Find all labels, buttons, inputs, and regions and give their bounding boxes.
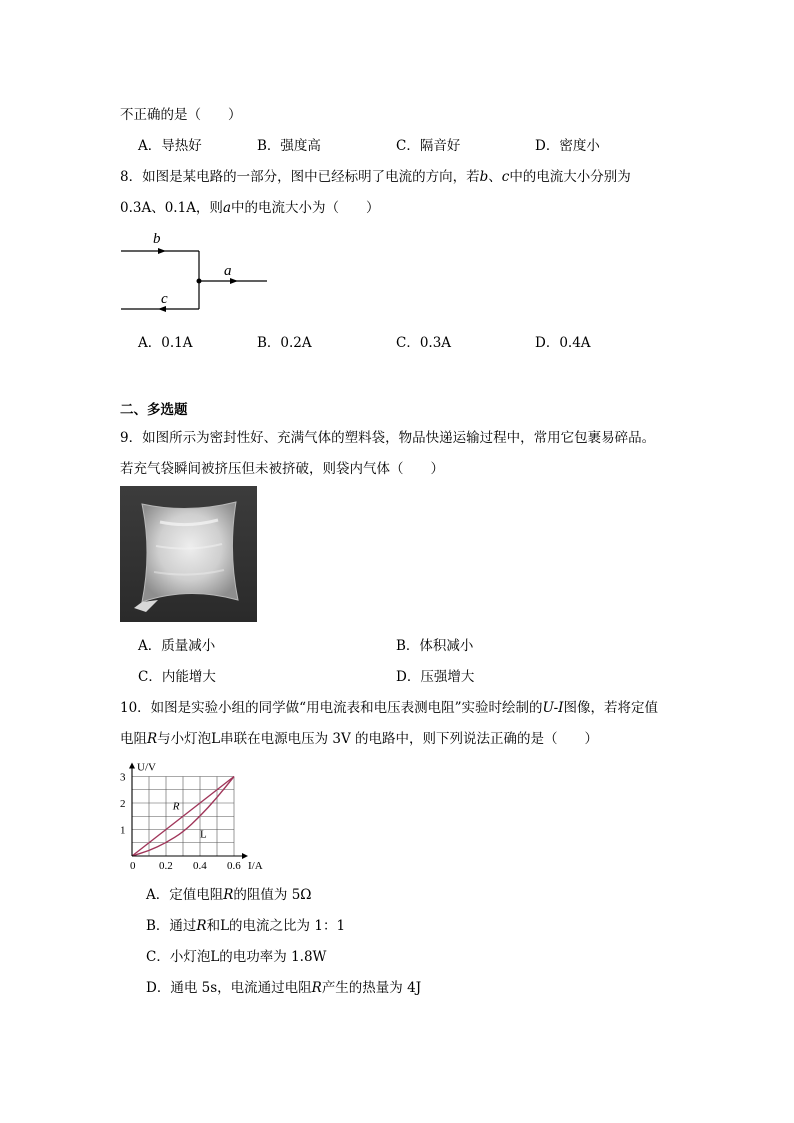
q9-stem-line2: 若充气袋瞬间被挤压但未被挤破，则袋内气体（ ） (120, 461, 444, 477)
y-tick-label: 3 (120, 771, 126, 784)
series-label-R: R (172, 800, 180, 813)
q10-option-b[interactable]: B．通过R和L的电流之比为 1：1 (146, 918, 346, 934)
q8-option-b[interactable]: B．0.2A (257, 335, 312, 351)
q10-option-a[interactable]: A．定值电阻R的阻值为 5Ω (146, 887, 312, 903)
q9-option-a[interactable]: A．质量减小 (138, 638, 216, 654)
q7-option-a[interactable]: A．导热好 (138, 138, 202, 154)
q8-option-d[interactable]: D．0.4A (535, 335, 591, 351)
q8-stem-line1: 8．如图是某电路的一部分，图中已经标明了电流的方向，若b、c中的电流大小分别为 (120, 169, 631, 185)
q7-option-b[interactable]: B．强度高 (257, 138, 321, 154)
q8-option-c[interactable]: C．0.3A (396, 335, 452, 351)
q7-option-c[interactable]: C．隔音好 (396, 138, 461, 154)
section-title: 二、多选题 (120, 402, 188, 418)
x-tick-label: 0 (130, 860, 136, 872)
label-c: c (161, 291, 168, 307)
label-b: b (153, 231, 161, 247)
y-axis-label: U/V (137, 761, 156, 774)
q9-option-c[interactable]: C．内能增大 (138, 669, 216, 685)
junction-dot (197, 279, 202, 284)
label-a: a (224, 263, 232, 279)
x-axis-arrow-icon (242, 853, 248, 859)
q9-option-b[interactable]: B．体积减小 (396, 638, 474, 654)
q10-option-c[interactable]: C．小灯泡L的电功率为 1.8W (146, 949, 327, 965)
q10-option-d[interactable]: D．通电 5s，电流通过电阻R产生的热量为 4J (146, 980, 422, 996)
y-tick-label: 2 (120, 798, 126, 810)
x-tick-label: 0.2 (159, 860, 173, 872)
x-tick-label: 0.4 (193, 860, 207, 872)
x-axis-label: I/A (248, 860, 263, 872)
y-tick-label: 1 (120, 824, 126, 837)
q7-stem-tail: 不正确的是（ ） (120, 107, 242, 123)
q9-stem-line1: 9．如图所示为密封性好、充满气体的塑料袋，物品快递运输过程中，常用它包裹易碎品。 (120, 430, 656, 446)
q10-stem-line2: 电阻R与小灯泡L串联在电源电压为 3V 的电路中，则下列说法正确的是（ ） (120, 731, 599, 747)
q8-circuit-diagram (118, 226, 278, 318)
q10-stem-line1: 10．如图是实验小组的同学做“用电流表和电压表测电阻”实验时绘制的U-I图像，若将定值 (120, 700, 659, 716)
y-axis-arrow-icon (129, 763, 135, 769)
x-tick-label: 0.6 (227, 860, 241, 872)
air-cushion-bag-photo (120, 486, 257, 622)
ui-graph (112, 752, 263, 874)
arrow-right-icon (158, 248, 166, 254)
q8-stem-line2: 0.3A、0.1A，则a中的电流大小为（ ） (120, 200, 380, 216)
q7-option-d[interactable]: D．密度小 (535, 138, 600, 154)
q8-option-a[interactable]: A．0.1A (138, 335, 193, 351)
q9-option-d[interactable]: D．压强增大 (396, 669, 475, 685)
series-label-L: L (200, 828, 207, 841)
